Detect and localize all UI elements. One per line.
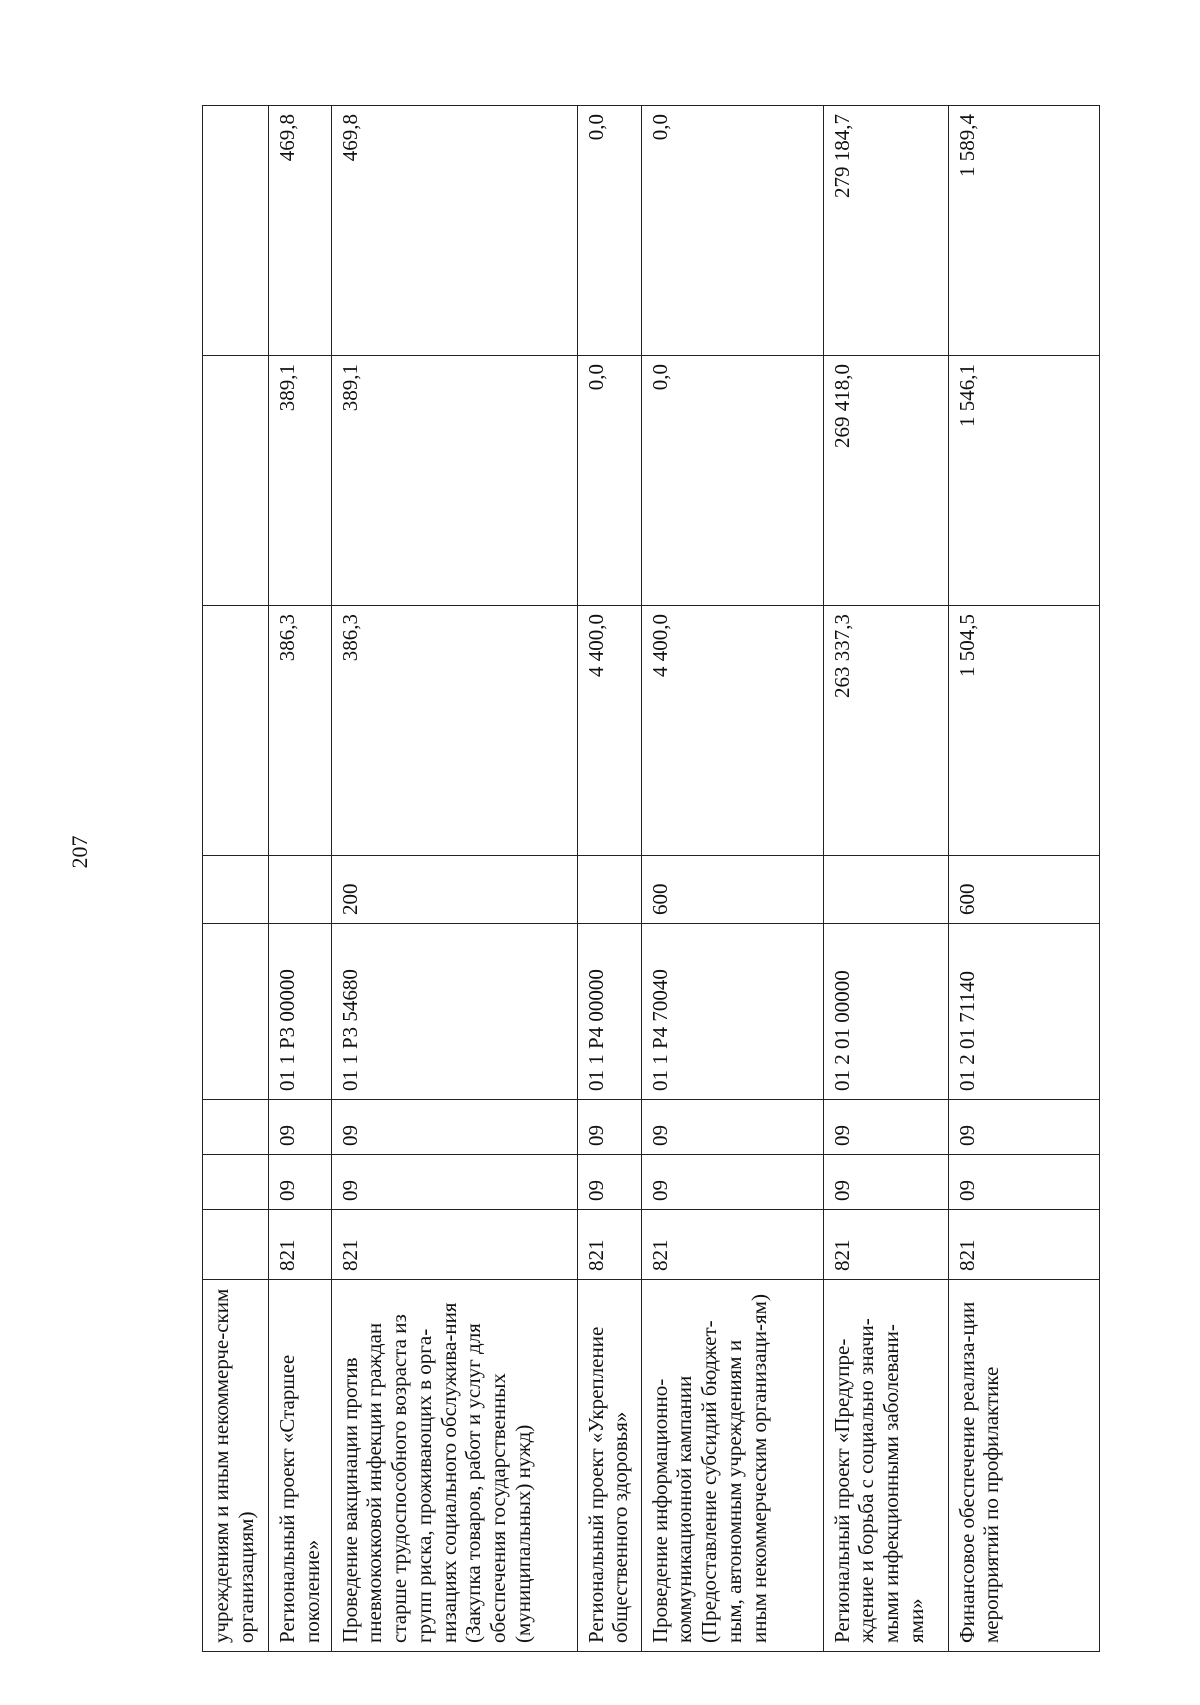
amount-year-3 xyxy=(203,106,269,356)
ved-code: 821 xyxy=(331,1210,577,1280)
section-code: 09 xyxy=(641,1155,823,1210)
table-row xyxy=(269,106,332,1652)
expense-type-code: 600 xyxy=(948,856,1099,924)
amount-year-3: 469,8 xyxy=(331,106,577,356)
amount-year-2: 1 546,1 xyxy=(948,356,1099,606)
row-name: Региональный проект «Предупре-ждение и борьба с социально значи-мыми инфекционными заболевани-ями» xyxy=(823,1280,948,1652)
row-name: Проведение вакцинации против пневмококковой инфекции граждан старше трудоспособного возраста из групп риска, проживающих в орга-низациях социального обслужива-ния (Закупка товаров, работ и услуг для обеспечения государственных (муниципальных) нужд) xyxy=(331,1280,577,1652)
target-article-code xyxy=(203,924,269,1100)
amount-year-2: 0,0 xyxy=(641,356,823,606)
subsection-code: 09 xyxy=(269,1100,332,1155)
amount-year-1 xyxy=(203,606,269,856)
section-code: 09 xyxy=(577,1155,641,1210)
subsection-code: 09 xyxy=(948,1100,1099,1155)
table-row xyxy=(641,106,823,1652)
row-name: Региональный проект «Старшее поколение» xyxy=(269,1280,332,1652)
amount-year-2: 389,1 xyxy=(269,356,332,606)
ved-code: 821 xyxy=(948,1210,1099,1280)
amount-year-1: 386,3 xyxy=(331,606,577,856)
section-code: 09 xyxy=(948,1155,1099,1210)
amount-year-3: 1 589,4 xyxy=(948,106,1099,356)
amount-year-1: 4 400,0 xyxy=(577,606,641,856)
amount-year-3: 0,0 xyxy=(577,106,641,356)
amount-year-2: 0,0 xyxy=(577,356,641,606)
amount-year-1: 1 504,5 xyxy=(948,606,1099,856)
row-name: Финансовое обеспечение реализа-ции мероприятий по профилактике xyxy=(948,1280,1099,1652)
amount-year-3: 0,0 xyxy=(641,106,823,356)
subsection-code: 09 xyxy=(823,1100,948,1155)
target-article-code: 01 2 01 00000 xyxy=(823,924,948,1100)
expense-type-code: 200 xyxy=(331,856,577,924)
expense-type-code xyxy=(823,856,948,924)
target-article-code: 01 1 P4 70040 xyxy=(641,924,823,1100)
subsection-code: 09 xyxy=(577,1100,641,1155)
amount-year-2: 389,1 xyxy=(331,356,577,606)
section-code: 09 xyxy=(331,1155,577,1210)
amount-year-2: 269 418,0 xyxy=(823,356,948,606)
row-name: Региональный проект «Укрепление общественного здоровья» xyxy=(577,1280,641,1652)
table-row xyxy=(331,106,577,1652)
subsection-code xyxy=(203,1100,269,1155)
amount-year-1: 4 400,0 xyxy=(641,606,823,856)
section-code: 09 xyxy=(823,1155,948,1210)
expense-type-code xyxy=(269,856,332,924)
amount-year-3: 469,8 xyxy=(269,106,332,356)
subsection-code: 09 xyxy=(331,1100,577,1155)
amount-year-1: 263 337,3 xyxy=(823,606,948,856)
target-article-code: 01 1 P4 00000 xyxy=(577,924,641,1100)
amount-year-2 xyxy=(203,356,269,606)
section-code: 09 xyxy=(269,1155,332,1210)
subsection-code: 09 xyxy=(641,1100,823,1155)
table-row xyxy=(577,106,641,1652)
target-article-code: 01 1 P3 00000 xyxy=(269,924,332,1100)
target-article-code: 01 1 P3 54680 xyxy=(331,924,577,1100)
table-row xyxy=(823,106,948,1652)
expense-type-code: 600 xyxy=(641,856,823,924)
ved-code: 821 xyxy=(269,1210,332,1280)
amount-year-1: 386,3 xyxy=(269,606,332,856)
row-name: учреждениям и иным некоммерче-ским организациям) xyxy=(203,1280,269,1652)
section-code xyxy=(203,1155,269,1210)
ved-code: 821 xyxy=(641,1210,823,1280)
expense-type-code xyxy=(577,856,641,924)
expense-type-code xyxy=(203,856,269,924)
table-row xyxy=(948,106,1099,1652)
ved-code xyxy=(203,1210,269,1280)
target-article-code: 01 2 01 71140 xyxy=(948,924,1099,1100)
page-number: 207 xyxy=(67,835,92,869)
ved-code: 821 xyxy=(823,1210,948,1280)
budget-table xyxy=(202,105,1100,1652)
row-name: Проведение информационно-коммуникационной кампании (Предоставление субсидий бюджет-ным, автономным учреждениям и иным некоммерческим организаци-ям) xyxy=(641,1280,823,1652)
ved-code: 821 xyxy=(577,1210,641,1280)
amount-year-3: 279 184,7 xyxy=(823,106,948,356)
table-row xyxy=(203,106,269,1652)
rotated-table-wrapper xyxy=(202,106,1098,1652)
